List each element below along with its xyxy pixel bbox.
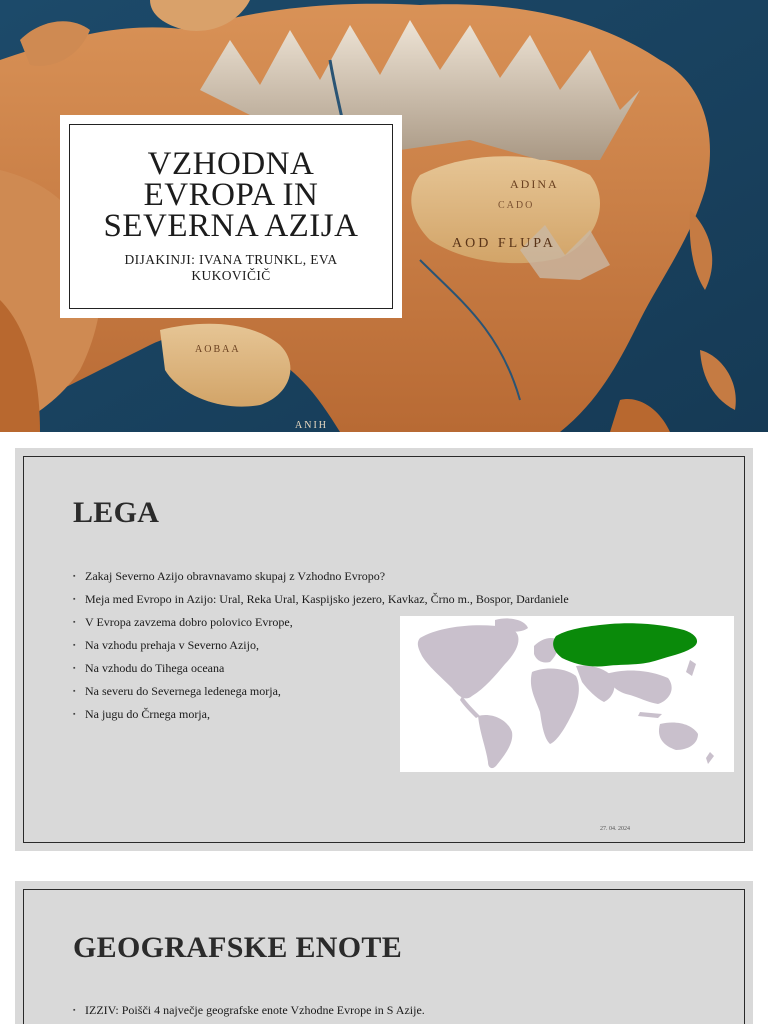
map-label: AOD FLUPA [452, 236, 556, 251]
map-label: ANIH [295, 420, 328, 431]
bullet-item: ▪ Na jugu do Črnega morja, [73, 703, 569, 726]
title-slide [0, 0, 768, 432]
slide-date: 27. 04. 2024 [600, 826, 630, 832]
slide-title-line: SEVERNA AZIJA [103, 208, 359, 244]
world-map-image [400, 616, 734, 772]
bullet-item: ▪ Na severu do Severnega ledenega morja, [73, 680, 569, 703]
bullet-item: ▪ IZZIV: Poišči 4 največje geografske enote Vzhodne Evrope in S Azije. [73, 999, 425, 1022]
bullet-item: ▪ Meja med Evropo in Azijo: Ural, Reka Ural, Kaspijsko jezero, Kavkaz, Črno m., Bospor, Dardaniele [73, 588, 569, 611]
bullet-item: ▪ V Evropa zavzema dobro polovico Evrope, [73, 611, 569, 634]
world-map-russia-highlighted-icon [400, 616, 734, 772]
slide-heading: GEOGRAFSKE ENOTE [73, 931, 403, 964]
lega-slide [15, 448, 753, 851]
bullet-item: ▪ Zakaj Severno Azijo obravnavamo skupaj z Vzhodno Evropo? [73, 565, 569, 588]
bullet-item: ▪ Na vzhodu do Tihega oceana [73, 657, 569, 680]
title-card-frame [69, 124, 393, 309]
geografske-enote-slide [15, 881, 753, 1024]
slide-heading: LEGA [73, 496, 160, 529]
slide-title [86, 146, 376, 244]
slide-subtitle: DIJAKINJI: IVANA TRUNKL, EVA KUKOVIČIČ [124, 252, 338, 283]
map-label: CADO [498, 200, 535, 211]
bullet-item: ▪ Na vzhodu prehaja v Severno Azijo, [73, 634, 569, 657]
map-label: AOBAA [195, 344, 241, 355]
slide-title-line: EVROPA IN [143, 177, 319, 213]
title-card [60, 115, 402, 318]
slide-title-line: VZHODNA [147, 146, 315, 182]
bullet-list [73, 999, 425, 1022]
map-label: ADINA [510, 177, 559, 191]
